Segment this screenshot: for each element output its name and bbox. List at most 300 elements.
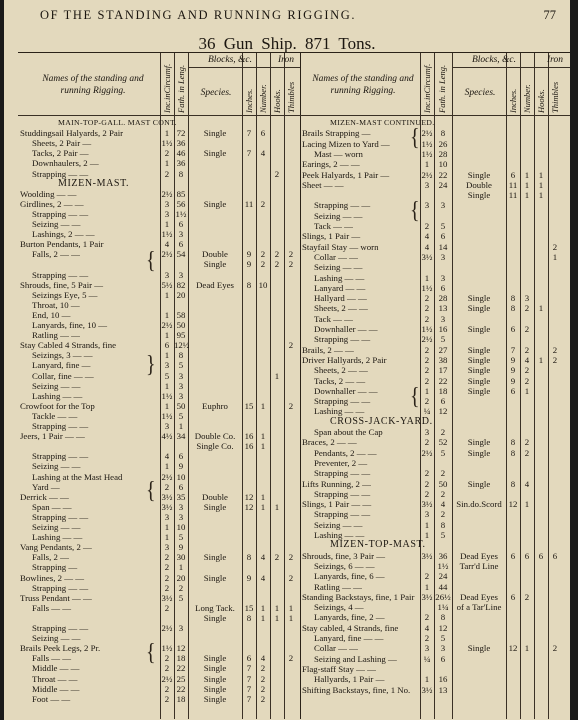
rigging-name: Seizing — — — [314, 210, 363, 221]
header-thimbles-right: Thimbles — [550, 81, 560, 113]
thimbles-cell: 2 — [552, 344, 558, 355]
number-cell: 4 — [260, 653, 266, 664]
fathoms-cell: 3 — [440, 643, 446, 654]
fathoms-cell: 4 — [440, 499, 446, 510]
inches-cell: 16 — [244, 431, 254, 442]
circumference-cell: 4 — [164, 239, 170, 250]
inches-cell: 8 — [510, 303, 516, 314]
circumference-cell: 3½ — [421, 684, 433, 695]
circumference-cell: 2½ — [421, 128, 433, 139]
number-cell: 1 — [260, 501, 266, 512]
number-cell: 1 — [260, 612, 266, 623]
circumference-cell: 2 — [424, 221, 430, 231]
circumference-cell: 3½ — [421, 591, 433, 602]
thimbles-cell: 2 — [552, 241, 558, 252]
species-cell: Single — [203, 683, 227, 694]
fathoms-cell: 16 — [438, 324, 448, 334]
table-title: 36 Gun Ship. 871 Tons. — [198, 34, 376, 53]
fathoms-cell: 18 — [176, 693, 186, 704]
rigging-name: Lanyards, fine, 10 — — [32, 320, 107, 330]
fathoms-cell: 8 — [440, 519, 446, 530]
circumference-cell: 1½ — [421, 138, 433, 149]
inches-cell: 8 — [246, 612, 252, 623]
fathoms-cell: 5 — [178, 592, 184, 603]
inches-cell: 6 — [246, 653, 252, 664]
rigging-name: Falls, 2 — — [32, 552, 69, 563]
number-cell: 2 — [524, 344, 530, 355]
species-cell: Single — [467, 385, 491, 396]
fathoms-cell: 36 — [176, 158, 186, 169]
fathoms-cell: 6 — [440, 396, 446, 407]
rigging-name: Lashing at the Mast Head — [32, 471, 123, 482]
thimbles-cell: 2 — [288, 340, 294, 351]
rigging-name: Standing Backstays, fine, 1 Pair — [302, 591, 415, 602]
number-cell: 1 — [524, 643, 530, 654]
number-cell: 4 — [260, 148, 266, 159]
species-cell: Single — [467, 324, 491, 334]
species-cell: Dead Eyes — [196, 279, 234, 290]
fathoms-cell: 1 — [178, 562, 184, 573]
number-cell: 2 — [260, 693, 266, 704]
rigging-name: Seizing — — — [32, 522, 81, 532]
circumference-cell: 1½ — [421, 148, 433, 159]
header-fath-left: Fath. in Leng. — [176, 64, 186, 113]
rigging-name: Ratling — — — [314, 581, 362, 592]
circumference-cell: 2 — [164, 481, 170, 492]
circumference-cell: 2 — [424, 293, 430, 304]
fathoms-cell: 38 — [438, 354, 448, 365]
header-species-right: Species. — [464, 88, 496, 98]
brace-mark: { — [146, 639, 156, 667]
species-cell: Dead Eyes — [460, 550, 498, 561]
circumference-cell: 2 — [164, 693, 170, 704]
hooks-cell: 1 — [274, 602, 280, 613]
rigging-name: Seizings, 4 — — [314, 602, 364, 613]
circumference-cell: 2 — [424, 468, 430, 479]
fathoms-cell: 22 — [176, 683, 186, 694]
fathoms-cell: 12½ — [174, 340, 190, 351]
species-cell: Single — [467, 375, 491, 386]
hooks-cell: 6 — [538, 550, 544, 561]
circumference-cell: 1 — [164, 219, 170, 229]
circumference-cell: 2 — [424, 633, 430, 643]
rigging-row — [300, 684, 570, 696]
rigging-name: Strapping — — — [32, 511, 89, 522]
header-blocks-right: Blocks, &c. — [471, 55, 517, 65]
header-iron-left: Iron — [277, 55, 294, 65]
circumference-cell: 3 — [164, 208, 170, 219]
fathoms-cell: 5 — [178, 360, 184, 371]
thimbles-cell: 1 — [288, 612, 294, 623]
rigging-name: Flag-staff Stay — — — [302, 663, 376, 674]
fathoms-cell: 27 — [438, 344, 448, 355]
circumference-cell: 3 — [164, 511, 170, 522]
thimbles-cell: 1 — [552, 251, 558, 262]
header-number-left: Number. — [258, 84, 268, 113]
rigging-name: Strapping — — — [314, 509, 371, 520]
fathoms-cell: 28 — [438, 293, 448, 304]
inches-cell: 9 — [510, 375, 516, 386]
number-cell: 1 — [524, 179, 530, 190]
rigging-name: Strapping — — — [32, 421, 89, 431]
fathoms-cell: 2 — [440, 509, 446, 520]
fathoms-cell: 50 — [176, 400, 186, 411]
number-cell: 1 — [260, 400, 266, 411]
number-cell: 2 — [524, 447, 530, 458]
rigging-name: Sheets, 2 — — — [314, 365, 368, 376]
fathoms-cell: 5 — [440, 447, 446, 458]
hooks-cell: 2 — [274, 552, 280, 563]
fathoms-cell: 85 — [176, 188, 186, 199]
rigging-name: Stay Cabled 4 Strands, fine — [20, 340, 117, 351]
number-cell: 4 — [260, 552, 266, 563]
rule-blocks-left — [188, 67, 300, 68]
inches-cell: 11 — [244, 198, 254, 209]
rigging-name: Hallyards, 1 Pair — — [314, 674, 385, 685]
circumference-cell: 1 — [164, 309, 170, 320]
circumference-cell: 2 — [164, 572, 170, 583]
number-cell: 6 — [524, 550, 530, 561]
inches-cell: 7 — [246, 148, 252, 159]
fathoms-cell: 12 — [438, 622, 448, 633]
fathoms-cell: 3 — [440, 272, 446, 283]
fathoms-cell: 10 — [176, 471, 186, 482]
page-number: 77 — [543, 8, 556, 22]
fathoms-cell: 8 — [178, 350, 184, 361]
species-cell: Double Co. — [194, 431, 236, 442]
fathoms-cell: 58 — [176, 309, 186, 320]
species-cell: Sin.do.Scord — [456, 499, 502, 510]
fathoms-cell: 3 — [440, 200, 446, 211]
circumference-cell: 3 — [164, 269, 170, 280]
rigging-name: Truss Pendant — — — [20, 592, 92, 603]
circumference-cell: 2½ — [161, 320, 173, 330]
rigging-name: Downhaller — — — [314, 385, 378, 396]
fathoms-cell: 3 — [178, 269, 184, 280]
circumference-cell: 1 — [424, 674, 430, 685]
circumference-cell: 6 — [164, 340, 170, 351]
circumference-cell: 3 — [164, 421, 170, 431]
hooks-cell: 2 — [274, 259, 280, 270]
number-cell: 1 — [260, 602, 266, 613]
number-cell: 6 — [260, 128, 266, 139]
fathoms-cell: 3 — [440, 251, 446, 262]
rigging-name: Preventer, 2 — — [314, 457, 368, 468]
fathoms-cell: 16 — [438, 674, 448, 685]
circumference-cell: 2 — [424, 437, 430, 448]
circumference-cell: 2½ — [421, 447, 433, 458]
inches-cell: 8 — [246, 552, 252, 563]
inches-cell: 12 — [508, 643, 518, 654]
rigging-name: Lashing — — — [32, 390, 83, 401]
section-title: CROSS-JACK-YARD. — [330, 415, 433, 427]
fathoms-cell: 13 — [438, 303, 448, 314]
circumference-cell: 2 — [164, 552, 170, 563]
rigging-name: Earings, 2 — — — [302, 159, 360, 170]
circumference-cell: 3½ — [161, 501, 173, 512]
inches-cell: 7 — [246, 683, 252, 694]
species-cell: Single — [467, 437, 491, 448]
circumference-cell: 1 — [164, 522, 170, 532]
fathoms-cell: 22 — [438, 169, 448, 180]
species-cell: of a Tar'Line — [456, 602, 502, 613]
circumference-cell: 2 — [164, 663, 170, 674]
species-cell: Single — [467, 293, 491, 304]
species-cell: Single — [467, 478, 491, 489]
circumference-cell: 1½ — [161, 643, 173, 654]
rigging-name: Strapping — — — [32, 168, 89, 179]
rigging-name: Yard — — [32, 481, 60, 492]
rigging-name: Shifting Backstays, fine, 1 No. — [302, 684, 411, 695]
number-cell: 2 — [260, 259, 266, 270]
circumference-cell: 4 — [424, 231, 430, 242]
circumference-cell: 1 — [424, 581, 430, 592]
rigging-name: Tack — — — [314, 221, 353, 231]
brace-mark: { — [410, 383, 420, 411]
fathoms-cell: 20 — [176, 289, 186, 300]
inches-cell: 6 — [510, 550, 516, 561]
rigging-name: Strapping — — — [314, 468, 371, 479]
circumference-cell: 2 — [164, 683, 170, 694]
thimbles-cell: 2 — [288, 249, 294, 260]
header-hooks-left: Hooks. — [272, 89, 282, 113]
hooks-cell: 1 — [538, 190, 544, 201]
fathoms-cell: 6 — [178, 219, 184, 229]
species-cell: Single — [467, 303, 491, 314]
fathoms-cell: 6 — [178, 451, 184, 462]
circumference-cell: 1½ — [161, 138, 173, 149]
rigging-name: Tacks, 2 — — — [314, 375, 366, 386]
rigging-name: Shrouds, fine, 3 Pair — — [302, 550, 386, 561]
circumference-cell: 3½ — [421, 251, 433, 262]
fathoms-cell: 3 — [178, 501, 184, 512]
species-cell: Single — [467, 365, 491, 376]
rigging-name: Lashing — — — [32, 532, 83, 543]
species-cell: Single — [203, 259, 227, 270]
fathoms-cell: 3 — [440, 313, 446, 324]
rigging-name: Jeers, 1 Pair — — — [20, 431, 85, 442]
number-cell: 2 — [524, 303, 530, 314]
circumference-cell: 1½ — [421, 324, 433, 334]
inches-cell: 9 — [246, 572, 252, 583]
rigging-name: Shrouds, fine, 5 Pair — — [20, 279, 104, 290]
fathoms-cell: 24 — [438, 179, 448, 190]
number-cell: 2 — [524, 365, 530, 376]
inches-cell: 9 — [510, 365, 516, 376]
rigging-name: Lashing — — — [314, 530, 365, 540]
species-cell: Single Co. — [196, 441, 234, 452]
thimbles-cell: 2 — [288, 552, 294, 563]
rigging-name: Seizing — — — [32, 219, 81, 229]
section-title: MIZEN-MAST CONTINUED. — [330, 118, 435, 127]
species-cell: Single — [467, 354, 491, 365]
rigging-name: Lashing — — — [314, 272, 365, 283]
circumference-cell: 5 — [164, 370, 170, 381]
fathoms-cell: 5 — [440, 530, 446, 540]
rigging-name: Strapping — — — [32, 623, 89, 633]
species-cell: Single — [203, 148, 227, 159]
circumference-cell: 4 — [424, 622, 430, 633]
circumference-cell: 3 — [424, 643, 430, 654]
fathoms-cell: 1½ — [175, 208, 187, 219]
circumference-cell: 2 — [164, 653, 170, 664]
inches-cell: 9 — [510, 354, 516, 365]
hooks-cell: 1 — [274, 612, 280, 623]
rigging-name: Lashings, 2 — — — [32, 229, 95, 240]
brace-mark: { — [146, 477, 156, 505]
circumference-cell: 3 — [164, 360, 170, 371]
thimbles-cell: 6 — [552, 550, 558, 561]
rigging-name: Vang Pendants, 2 — — [20, 542, 92, 553]
rigging-name: Falls — — — [32, 602, 72, 613]
inches-cell: 16 — [244, 441, 254, 452]
number-cell: 4 — [524, 354, 530, 365]
fathoms-cell: 25 — [176, 673, 186, 684]
rigging-name: Span about the Cap — [314, 427, 383, 437]
rigging-name: Collar — — — [314, 643, 358, 654]
fathoms-cell: 6 — [178, 481, 184, 492]
rigging-name: Lanyard, fine — — [32, 360, 91, 371]
inches-cell: 6 — [510, 591, 516, 602]
hooks-cell: 1 — [274, 501, 280, 512]
inches-cell: 15 — [244, 602, 254, 613]
rigging-name: Woolding — — — [20, 188, 77, 199]
rigging-name: Slings, 1 Pair — — — [302, 499, 372, 510]
circumference-cell: 3 — [424, 200, 430, 211]
circumference-cell: 2 — [424, 303, 430, 314]
fathoms-cell: 2 — [440, 488, 446, 499]
circumference-cell: 2½ — [161, 188, 173, 199]
species-cell: Double — [202, 491, 228, 502]
thimbles-cell: 2 — [288, 653, 294, 664]
species-cell: Double — [466, 179, 492, 190]
circumference-cell: ¼ — [423, 406, 431, 417]
rule-header-bottom — [18, 115, 570, 116]
species-cell: Double — [202, 249, 228, 260]
circumference-cell: 1 — [164, 289, 170, 300]
fathoms-cell: 50 — [176, 320, 186, 330]
circumference-cell: 3 — [164, 542, 170, 553]
circumference-cell: 2½ — [421, 334, 433, 345]
inches-cell: 6 — [510, 169, 516, 180]
fathoms-cell: 34 — [176, 431, 186, 442]
thimbles-cell: 2 — [552, 643, 558, 654]
circumference-cell: 2 — [164, 148, 170, 159]
rigging-name: Peek Halyards, 1 Pair — — [302, 169, 390, 180]
circumference-cell: 1 — [164, 461, 170, 472]
rigging-name: Tack — — — [314, 313, 353, 324]
rigging-name: Span — — — [32, 501, 72, 512]
number-cell: 2 — [260, 683, 266, 694]
inches-cell: 11 — [508, 179, 518, 190]
fathoms-cell: 10 — [438, 159, 448, 170]
circumference-cell: 1½ — [421, 282, 433, 293]
fathoms-cell: 5 — [178, 532, 184, 543]
rigging-name: Strapping — — [32, 562, 78, 573]
species-cell: Single — [203, 663, 227, 674]
number-cell: 1 — [524, 499, 530, 510]
inches-cell: 11 — [508, 190, 518, 201]
circumference-cell: 1 — [424, 159, 430, 170]
circumference-cell: 2 — [424, 365, 430, 376]
fathoms-cell: 22 — [438, 375, 448, 386]
rigging-row — [18, 693, 300, 705]
header-iron-right: Iron — [546, 55, 563, 65]
circumference-cell: 1 — [164, 400, 170, 411]
rigging-name: Seizings, 6 — — — [314, 560, 375, 571]
circumference-cell: 2 — [164, 602, 170, 613]
fathoms-cell: 24 — [438, 571, 448, 582]
circumference-cell: 1 — [164, 330, 170, 341]
right-rigging-rows — [300, 117, 570, 717]
thimbles-cell: 2 — [288, 400, 294, 411]
fathoms-cell: 5 — [440, 633, 446, 643]
circumference-cell: ¼ — [423, 653, 431, 664]
rule-blocks-right — [452, 67, 570, 68]
rigging-name: Slings, 1 Pair — — [302, 231, 361, 242]
fathoms-cell: 3 — [178, 229, 184, 240]
species-cell: Single — [203, 552, 227, 563]
rigging-name: Girdlines, 2 — — — [20, 198, 84, 209]
circumference-cell: 2 — [424, 488, 430, 499]
number-cell: 2 — [524, 324, 530, 334]
fathoms-cell: 1¼ — [437, 602, 449, 613]
fathoms-cell: 8 — [440, 128, 446, 139]
circumference-cell: 4 — [164, 451, 170, 462]
number-cell: 4 — [260, 572, 266, 583]
circumference-cell: 3 — [164, 198, 170, 209]
circumference-cell: 3 — [424, 179, 430, 190]
header-circ-left: Inc.inCircumf. — [162, 63, 172, 113]
header-inches-left: Inches. — [244, 88, 254, 113]
fathoms-cell: 2 — [178, 582, 184, 593]
hooks-cell: 1 — [538, 169, 544, 180]
brace-mark: { — [146, 247, 156, 275]
species-cell: Euphro — [202, 400, 228, 411]
circumference-cell: 1 — [164, 158, 170, 169]
circumference-cell: 5½ — [161, 279, 173, 290]
species-cell: Single — [203, 693, 227, 704]
circumference-cell: 1½ — [161, 229, 173, 240]
number-cell: 2 — [524, 591, 530, 602]
circumference-cell: 1 — [164, 350, 170, 361]
rigging-name: Middle — — — [32, 683, 80, 694]
number-cell: 1 — [524, 385, 530, 396]
fathoms-cell: 6 — [178, 239, 184, 250]
fathoms-cell: 44 — [438, 581, 448, 592]
circumference-cell: 2½ — [161, 249, 173, 260]
rigging-name: Strapping — — — [314, 200, 371, 211]
fathoms-cell: 1 — [178, 421, 184, 431]
rigging-name: Hallyard — — — [314, 293, 367, 304]
inches-cell: 15 — [244, 400, 254, 411]
circumference-cell: 3½ — [161, 491, 173, 502]
header-names-left: Names of the standing and running Rigging. — [42, 74, 144, 96]
rigging-name: Lifts Running, 2 — — [302, 478, 371, 489]
brace-mark: { — [410, 124, 420, 152]
circumference-cell: 2½ — [161, 471, 173, 482]
inches-cell: 7 — [246, 673, 252, 684]
fathoms-cell: 9 — [178, 461, 184, 472]
species-cell: Single — [203, 501, 227, 512]
rigging-name: Brails, 2 — — — [302, 344, 354, 355]
number-cell: 10 — [258, 279, 268, 290]
inches-cell: 8 — [510, 293, 516, 304]
circumference-cell: 1 — [164, 380, 170, 391]
number-cell: 2 — [260, 198, 266, 209]
species-cell: Single — [203, 198, 227, 209]
fathoms-cell: 14 — [438, 241, 448, 252]
